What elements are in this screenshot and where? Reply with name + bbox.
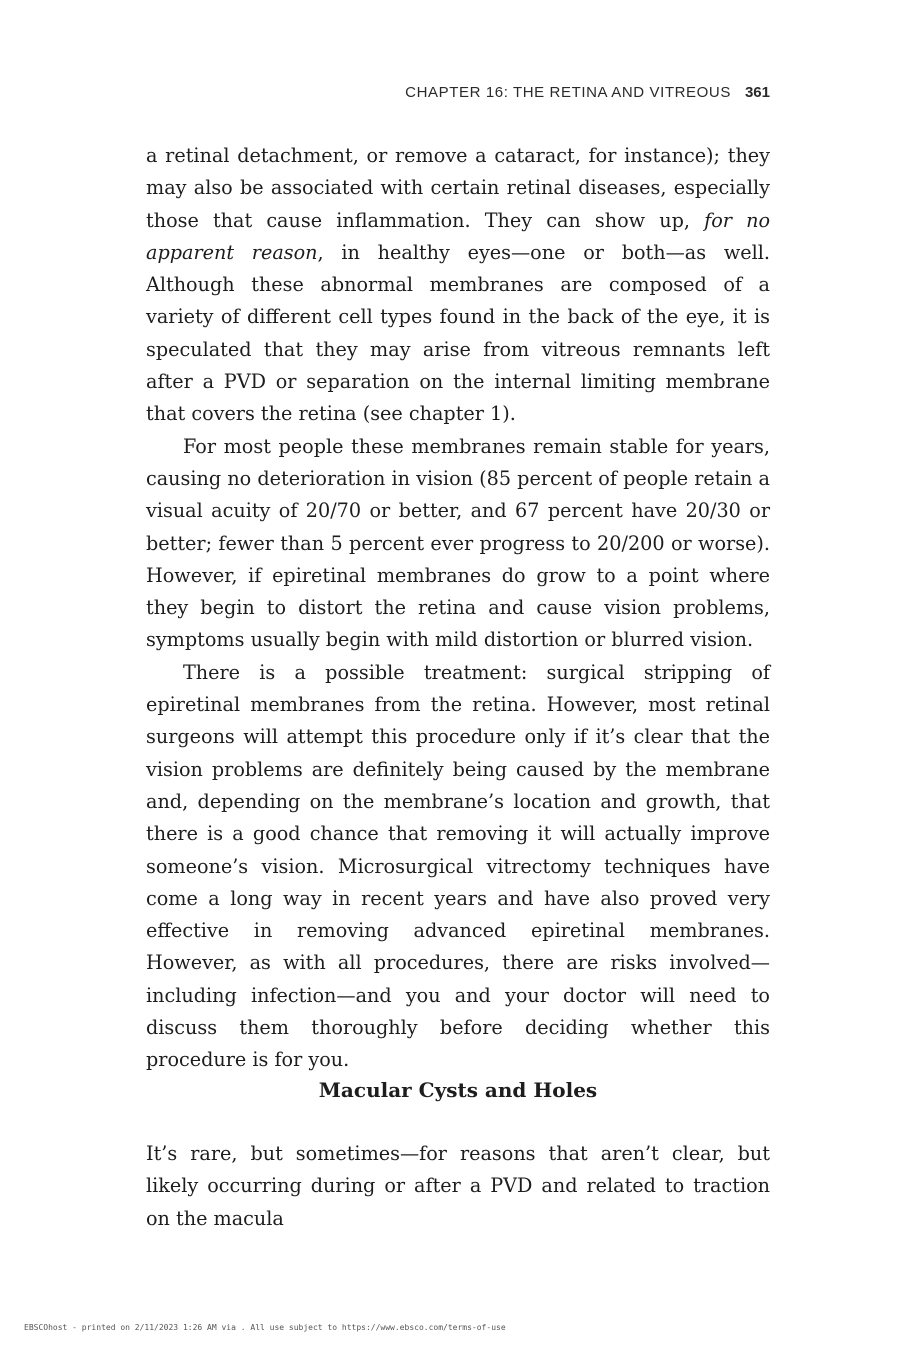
- page-number: 361: [744, 84, 770, 101]
- section-paragraph-1: It’s rare, but sometimes—for reasons that aren’t clear, but likely occurring during or after a PVD and related to traction on the macula: [146, 1142, 770, 1230]
- paragraph-3: There is a possible treatment: surgical stripping of epiretinal membranes from the retina. However, most retinal surgeons will attempt this procedure only if it’s clear that the vision problems are definitely being caused by the membrane and, depending on the membrane’s location and growth, that there is a good chance that removing it will actually improve someone’s vision. Microsurgical vitrectomy techniques have come a long way in recent years and have also proved very effective in removing advanced epiretinal membranes. However, as with all procedures, there are risks involved—including infection—and you and your doctor will need to discuss them thoroughly before deciding whether this procedure is for you.: [146, 660, 770, 1072]
- paragraph-2: For most people these membranes remain stable for years, causing no deterioration in vision (85 percent of people retain a visual acuity of 20/70 or better, and 67 percent have 20/30 or better; fewer than 5 percent ever progress to 20/200 or worse). However, if epiretinal membranes do grow to a point where they begin to distort the retina and cause vision problems, symptoms usually begin with mild distortion or blurred vision.: [146, 434, 770, 652]
- paragraph-1-emphasis: for no apparent reason: [146, 208, 770, 264]
- paragraph-1-part-b: , in healthy eyes—one or both—as well. Although these abnormal membranes are composed of a variety of different cell types found in the back of the eye, it is speculated that they may arise from vitreous remnants left after a PVD or separation on the internal limiting membrane that covers the retina (see chapter 1).: [146, 240, 770, 426]
- running-head: [146, 84, 770, 101]
- body-text: [146, 140, 770, 1077]
- paragraph-1: [146, 140, 770, 431]
- paragraph-1-part-a: a retinal detachment, or remove a cataract, for instance); they may also be associated with certain retinal diseases, especially those that cause inflammation. They can show up,: [146, 144, 770, 232]
- footer-notice: EBSCOhost - printed on 2/11/2023 1:26 AM via . All use subject to https://www.ebsco.com/terms-of-use: [24, 1323, 506, 1332]
- section-heading: Macular Cysts and Holes: [318, 1078, 598, 1102]
- chapter-title: CHAPTER 16: THE RETINA AND VITREOUS: [405, 84, 731, 101]
- section-text: [146, 1138, 770, 1235]
